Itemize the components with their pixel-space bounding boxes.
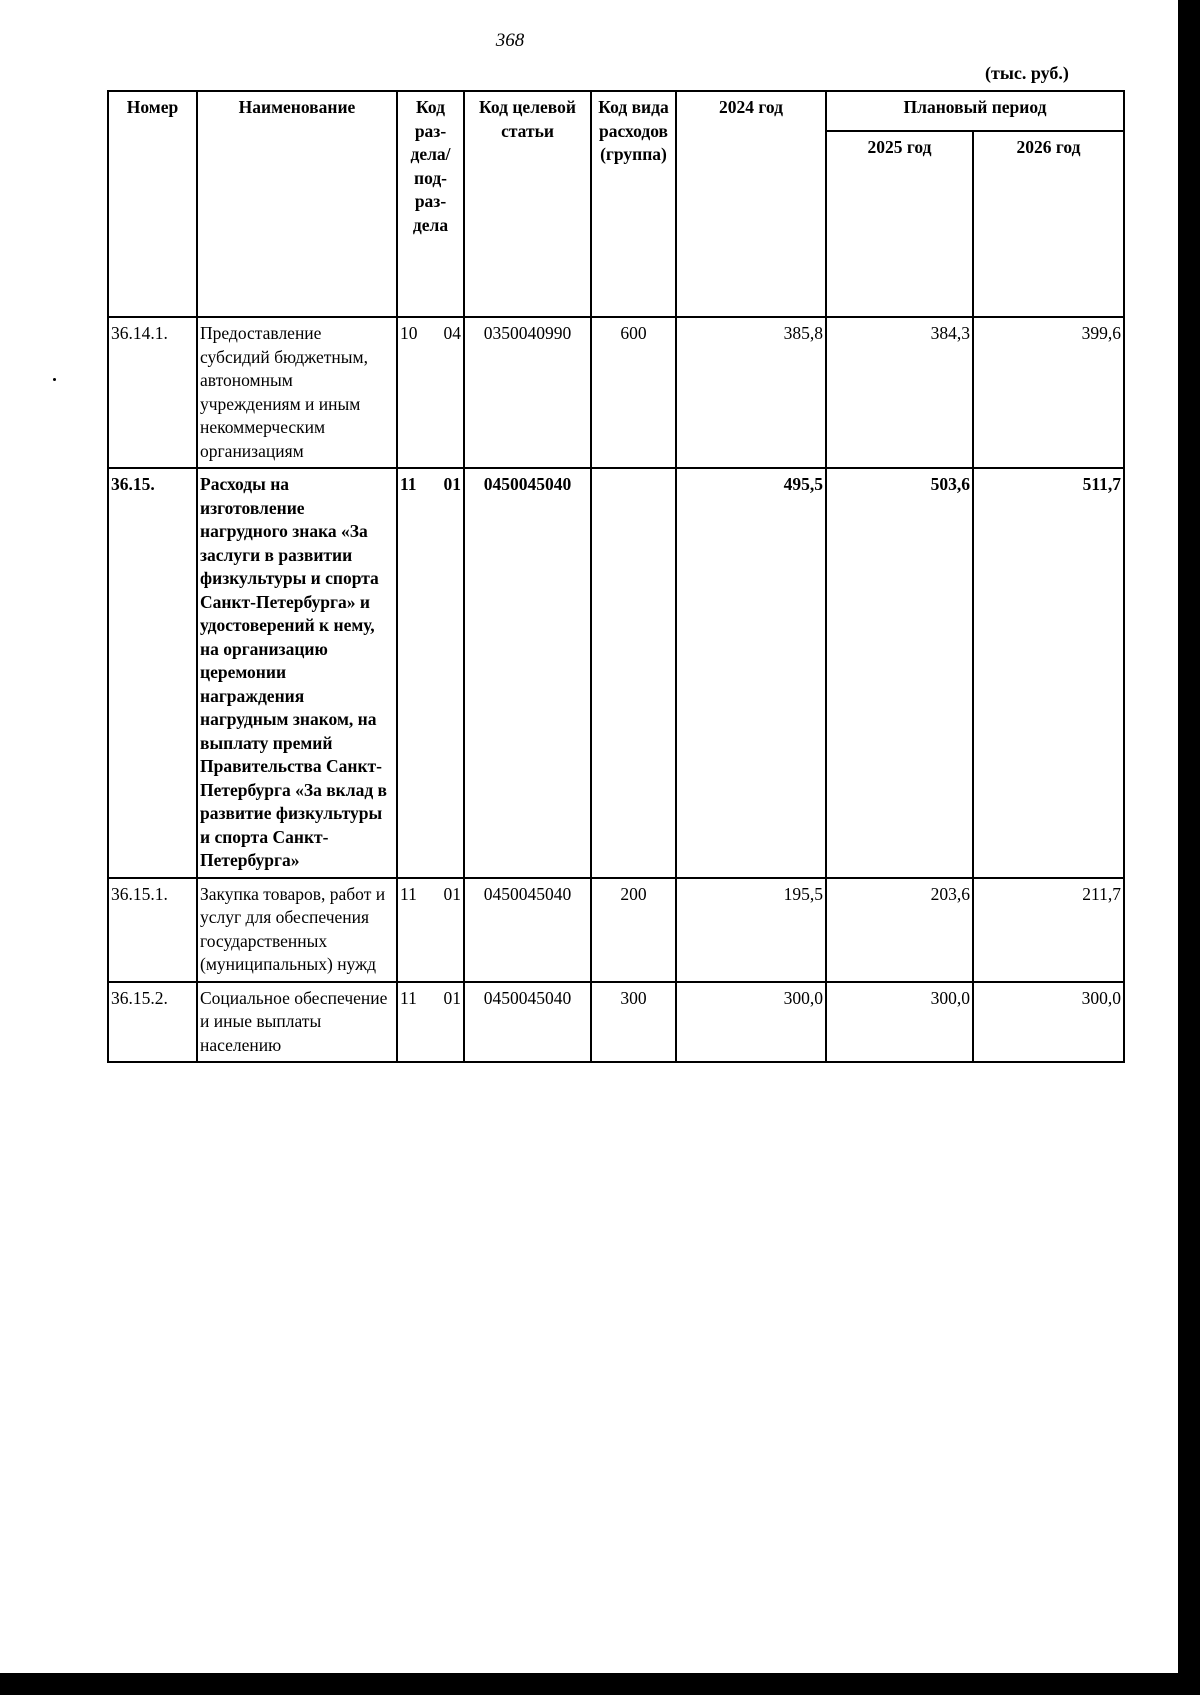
- row-value-2024: 195,5: [676, 878, 826, 982]
- row-section: 11: [400, 474, 417, 494]
- scan-border-right: [1178, 0, 1200, 1695]
- row-section-code: [397, 982, 464, 1063]
- row-section-code: [397, 468, 464, 878]
- row-section: 11: [400, 987, 417, 1008]
- row-expense-type: 300: [591, 982, 676, 1063]
- row-number: 36.15.: [108, 468, 197, 878]
- units-label: (тыс. руб.): [985, 63, 1069, 83]
- table-row: [108, 468, 1124, 878]
- row-expense-type: [591, 468, 676, 878]
- row-number: 36.14.1.: [108, 317, 197, 468]
- page-number: 368: [495, 30, 525, 51]
- row-value-2025: 384,3: [826, 317, 973, 468]
- row-value-2026: 511,7: [973, 468, 1124, 878]
- row-target-code: 0450045040: [464, 878, 591, 982]
- row-value-2026: 300,0: [973, 982, 1124, 1063]
- row-value-2026: 211,7: [973, 878, 1124, 982]
- row-section-code: [397, 878, 464, 982]
- row-value-2025: 203,6: [826, 878, 973, 982]
- row-name: Предоставление субсидий бюджетным, автономным учреждениям и иным некоммерческим организациям: [197, 317, 397, 468]
- row-number: 36.15.2.: [108, 982, 197, 1063]
- row-name: Расходы на изготовление нагрудного знака «За заслуги в развитии физкультуры и спорта Санкт-Петербурга» и удостоверений к нему, на организацию церемонии награждения нагрудным знаком, на выплату премий Правительства Санкт-Петербурга «За вклад в развитие физкультуры и спорта Санкт-Петербурга»: [197, 468, 397, 878]
- table-row: [108, 317, 1124, 468]
- row-expense-type: 600: [591, 317, 676, 468]
- header-year-2024: 2024 год: [676, 91, 826, 317]
- header-name: Наименование: [197, 91, 397, 317]
- header-section-code: Код раз-дела/ под-раз-дела: [397, 91, 464, 317]
- row-value-2024: 300,0: [676, 982, 826, 1063]
- row-value-2024: 385,8: [676, 317, 826, 468]
- row-target-code: 0450045040: [464, 468, 591, 878]
- header-year-2025: 2025 год: [826, 131, 973, 317]
- scan-speck: [53, 378, 56, 381]
- row-name: Закупка товаров, работ и услуг для обеспечения государственных (муниципальных) нужд: [197, 878, 397, 982]
- row-value-2026: 399,6: [973, 317, 1124, 468]
- table-row: [108, 982, 1124, 1063]
- row-subsection: 01: [443, 987, 461, 1008]
- header-planning-period: Плановый период: [826, 91, 1124, 131]
- row-name: Социальное обеспечение и иные выплаты населению: [197, 982, 397, 1063]
- header-expense-type: Код вида расходов (группа): [591, 91, 676, 317]
- row-subsection: 01: [443, 883, 461, 904]
- header-number: Номер: [108, 91, 197, 317]
- table-row: [108, 878, 1124, 982]
- row-value-2024: 495,5: [676, 468, 826, 878]
- row-subsection: 01: [443, 474, 461, 494]
- budget-table: [107, 90, 1125, 1063]
- row-expense-type: 200: [591, 878, 676, 982]
- row-value-2025: 503,6: [826, 468, 973, 878]
- row-number: 36.15.1.: [108, 878, 197, 982]
- row-section: 10: [400, 323, 418, 343]
- header-target-code: Код целевой статьи: [464, 91, 591, 317]
- row-section: 11: [400, 883, 417, 904]
- row-target-code: 0350040990: [464, 317, 591, 468]
- scan-border-bottom: [0, 1673, 1200, 1695]
- row-section-code: [397, 317, 464, 468]
- row-target-code: 0450045040: [464, 982, 591, 1063]
- row-subsection: 04: [443, 323, 461, 343]
- header-year-2026: 2026 год: [973, 131, 1124, 317]
- row-value-2025: 300,0: [826, 982, 973, 1063]
